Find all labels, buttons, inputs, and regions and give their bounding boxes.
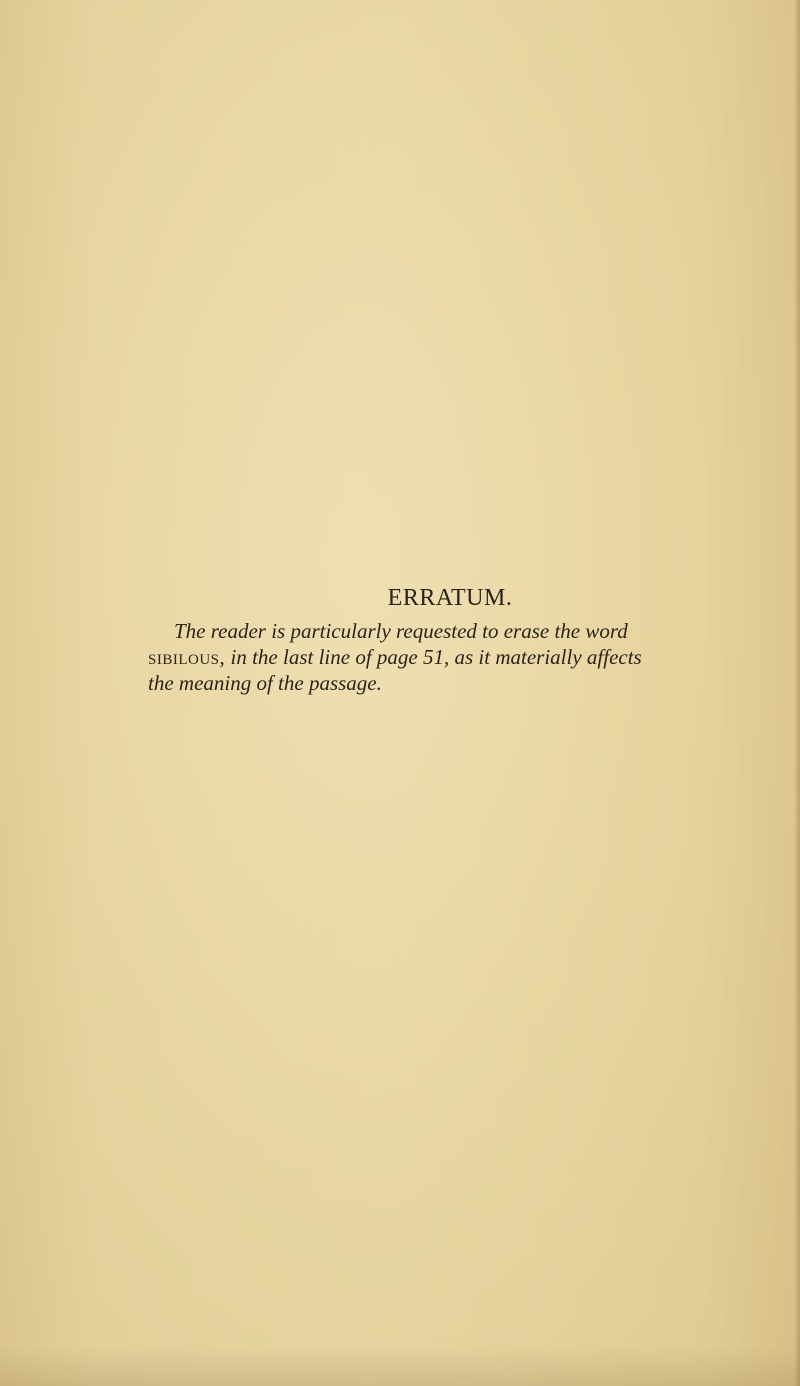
erratum-line-2 <box>148 644 768 670</box>
erratum-title: ERRATUM. <box>387 585 513 611</box>
erratum-text <box>148 618 768 696</box>
erratum-line-3: the meaning of the passage. <box>148 671 382 695</box>
erratum-line-1: The reader is particularly requested to erase the word <box>174 619 628 643</box>
page-edge-shadow <box>794 0 800 1386</box>
erratum-line-2-rest: in the last line of page 51, as it materially affects <box>225 645 642 669</box>
erratum-word-sibilous: sibilous, <box>148 645 226 669</box>
erratum-notice <box>148 585 768 696</box>
